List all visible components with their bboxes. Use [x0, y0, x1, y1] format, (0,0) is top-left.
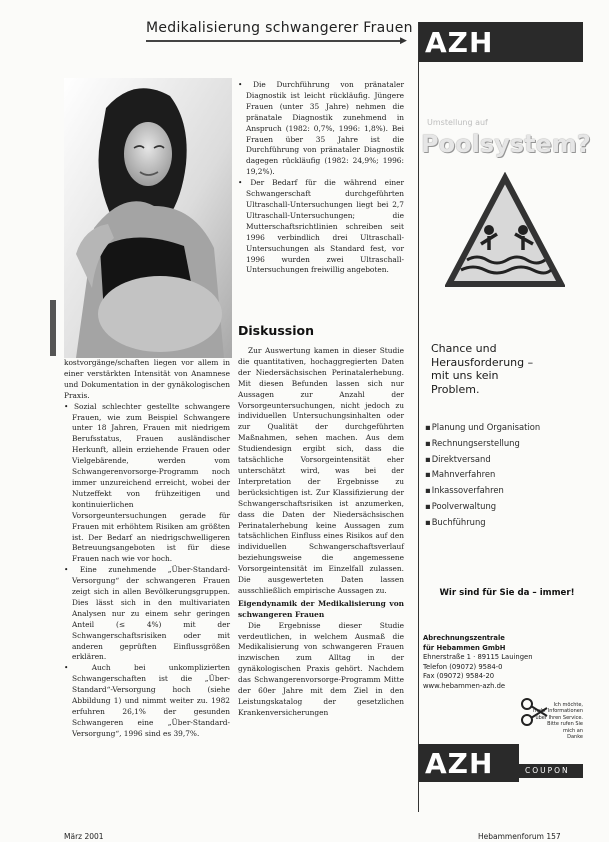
azh-logo-box-bottom [419, 744, 519, 782]
ad-headline: Poolsystem? [421, 130, 591, 158]
header-arrow-icon: ▶ [400, 36, 407, 46]
coupon-line: mehr Informationen [533, 708, 583, 715]
coupon-line: über Ihren Service. [535, 714, 583, 721]
ad-tagline [431, 342, 533, 396]
company-name: für Hebammen GmbH [423, 643, 506, 652]
coupon-line: Bitte rufen Sie [547, 721, 583, 728]
paragraph: Die Ergebnisse dieser Studie verdeutlichen, in welchem Ausmaß die Medikalisierung von schwangeren Frauen inzwischen zum Alltag in der gynäkologischen Praxis gehört. Nachdem das Schwangerenvorsorge-Programm Mitte der 60er Jahre mit dem Ziel in den Leistungskatalog der gesetzlichen Krankenversicherungen [238, 620, 404, 717]
ad-tagline-line: mit uns kein [431, 369, 499, 382]
azh-logo: AZH [425, 26, 494, 59]
ad-tagline-line: Herausforderung – [431, 355, 534, 369]
coupon-label: COUPON [525, 766, 570, 775]
service-item: ▪ Planung und Organisation [425, 420, 540, 436]
bullet-item: • Sozial schlechter gestellte schwangere Frauen, wie zum Beispiel Schwangere unter 18 Jahren, Frauen mit niedrigem Berufsstatus, Frauen ausländischer Herkunft, allein erziehende Frauen oder Vielgebärende, werden vom Schwangerenvorsorge-Programm noch immer unzureichend erreicht, wobei der Nutzeffekt von frühzeitigen und kontinuierlichen Vorsorgeuntersuchungen gerade für Frauen mit erhöhtem Risiken am größten ist. Der Bedarf an niedrigschwelligeren Betreuungsangeboten ist für diese Frauen nach wie vor hoch. [64, 401, 230, 564]
coupon-text [529, 702, 583, 740]
bullet-item: • Die Durchführung von pränataler Diagnostik ist leicht rückläufig. Jüngere Frauen (unter 35 Jahre) nehmen die pränatale Diagnostik zunehmend in Anspruch (1982: 0,7%, 1996: 1,8%). Bei Frauen über 35 Jahre ist die Durchführung von pränataler Diagnostik dagegen rückläufig (1982: 24,9%; 1996: 19,2%). [238, 80, 404, 177]
azh-logo: AZH [425, 747, 494, 780]
bullet-item: • Eine zunehmende „Über-Standard-Versorgung“ der schwangeren Frauen zeigt sich in allen Bevölkerungsgruppen. Dies lässt sich in den multivariaten Analysen nur zu einem sehr geringen Anteil (≤ 4%) mit der Schwangerschaftsrisiken oder mit anderen geprüften Einflussgrößen erklären. [64, 565, 230, 662]
article-column-right-top [238, 80, 404, 276]
contact-block [423, 634, 533, 692]
coupon-line: mich an [563, 727, 583, 734]
portrait-photo [64, 78, 232, 358]
page-header [146, 18, 413, 46]
fax: Fax (09072) 9584-20 [423, 672, 495, 681]
service-item: ▪ Mahnverfahren [425, 467, 540, 483]
azh-logo-box [419, 22, 583, 62]
advertisement [418, 22, 591, 812]
ad-tagline-line: Chance und [431, 342, 497, 355]
coupon-line: Ich möchte, [553, 702, 583, 708]
bullet-item: • Auch bei unkomplizierten Schwangerschaften ist die „Über-Standard“-Versorgung hoch (siehe Abbildung 1) und nimmt weiter zu. 1982 erfuhren 26,1% der gesunden Schwangeren eine „Über-Standard-Versorgung“, 1996 sind es 39,7%. [64, 663, 230, 738]
service-item: ▪ Poolverwaltung [425, 499, 540, 515]
ad-call-to-action: Wir sind für Sie da – immer! [439, 588, 575, 598]
paragraph: Zur Auswertung kamen in dieser Studie die quantitativen, hochaggregierten Daten der Niedersächsischen Perinatalerhebung. Mit diesen Befunden lassen sich nur Aussagen zur Anzahl der Vorsorgeuntersuchungen, nicht jedoch zu individuellen Untersuchungsinhalten oder zur Qualität der durchgeführten Maßnahmen, sehen machen. Aus dem Studiendesign ergibt sich, dass die tatsächliche Vorsorgeintensität eher unterschätzt wird, was bei der Interpretation der Ergebnisse zu berücksichtigen ist. Zur Klassifizierung der Schwangerschaftsrisiken ist anzumerken, dass die Daten der Niedersächsischen Perinatalerhebung keine Aussagen zum tatsächlichen Einfluss eines Risikos auf den individuellen Schwangerschaftsverlauf beziehungsweise die angemessene Vorsorgeintensität im Einzelfall zulassen. Die ausgewerteten Daten lassen ausschließlich empirische Aussagen zu. [238, 346, 404, 595]
photo-credit-bar [48, 300, 58, 356]
service-item: ▪ Inkassoverfahren [425, 483, 540, 499]
bullet-item: • Der Bedarf für die während einer Schwangerschaft durchgeführten Ultraschall-Untersuchungen liegt bei 2,7 Ultraschall-Untersuchungen; die Mutterschaftsrichtlinien schreiben seit 1996 verbindlich drei Ultraschall-Untersuchungen als Standard fest, vor 1996 wurden zwei Ultraschall-Untersuchungen freiwillig angeboten. [238, 178, 404, 275]
article-column-left [64, 358, 230, 740]
service-item: ▪ Direktversand [425, 452, 540, 468]
address: Ehnerstraße 1 · 89115 Lauingen [423, 653, 533, 662]
section-heading: Diskussion [238, 323, 314, 338]
ad-subtitle: Umstellung auf [427, 118, 488, 127]
coupon-band[interactable] [519, 764, 583, 778]
footer-page: Hebammenforum 157 [478, 832, 561, 841]
service-item: ▪ Rechnungserstellung [425, 436, 540, 452]
warning-sign-icon [445, 172, 565, 292]
header-rule [146, 40, 404, 42]
service-list [425, 420, 540, 531]
coupon-line: Danke [567, 734, 583, 741]
paragraph: kostvorgänge/schaften liegen vor allem in einer verstärkten Intensität von Anamnese und Dokumentation in der gynäkologischen Praxis. [64, 358, 230, 400]
ad-tagline-line: Problem. [431, 382, 480, 396]
article-column-right-bottom [238, 346, 404, 719]
page-title: Medikalisierung schwangerer Frauen [146, 20, 413, 36]
phone: Telefon (09072) 9584-0 [423, 662, 503, 671]
service-item: ▪ Buchführung [425, 515, 540, 531]
website-link[interactable]: www.hebammen-azh.de [423, 681, 506, 690]
footer-date: März 2001 [64, 832, 104, 841]
company-name: Abrechnungszentrale [423, 634, 505, 642]
subheading: Eigendynamik der Medikalisierung von schwangeren Frauen [238, 598, 404, 619]
